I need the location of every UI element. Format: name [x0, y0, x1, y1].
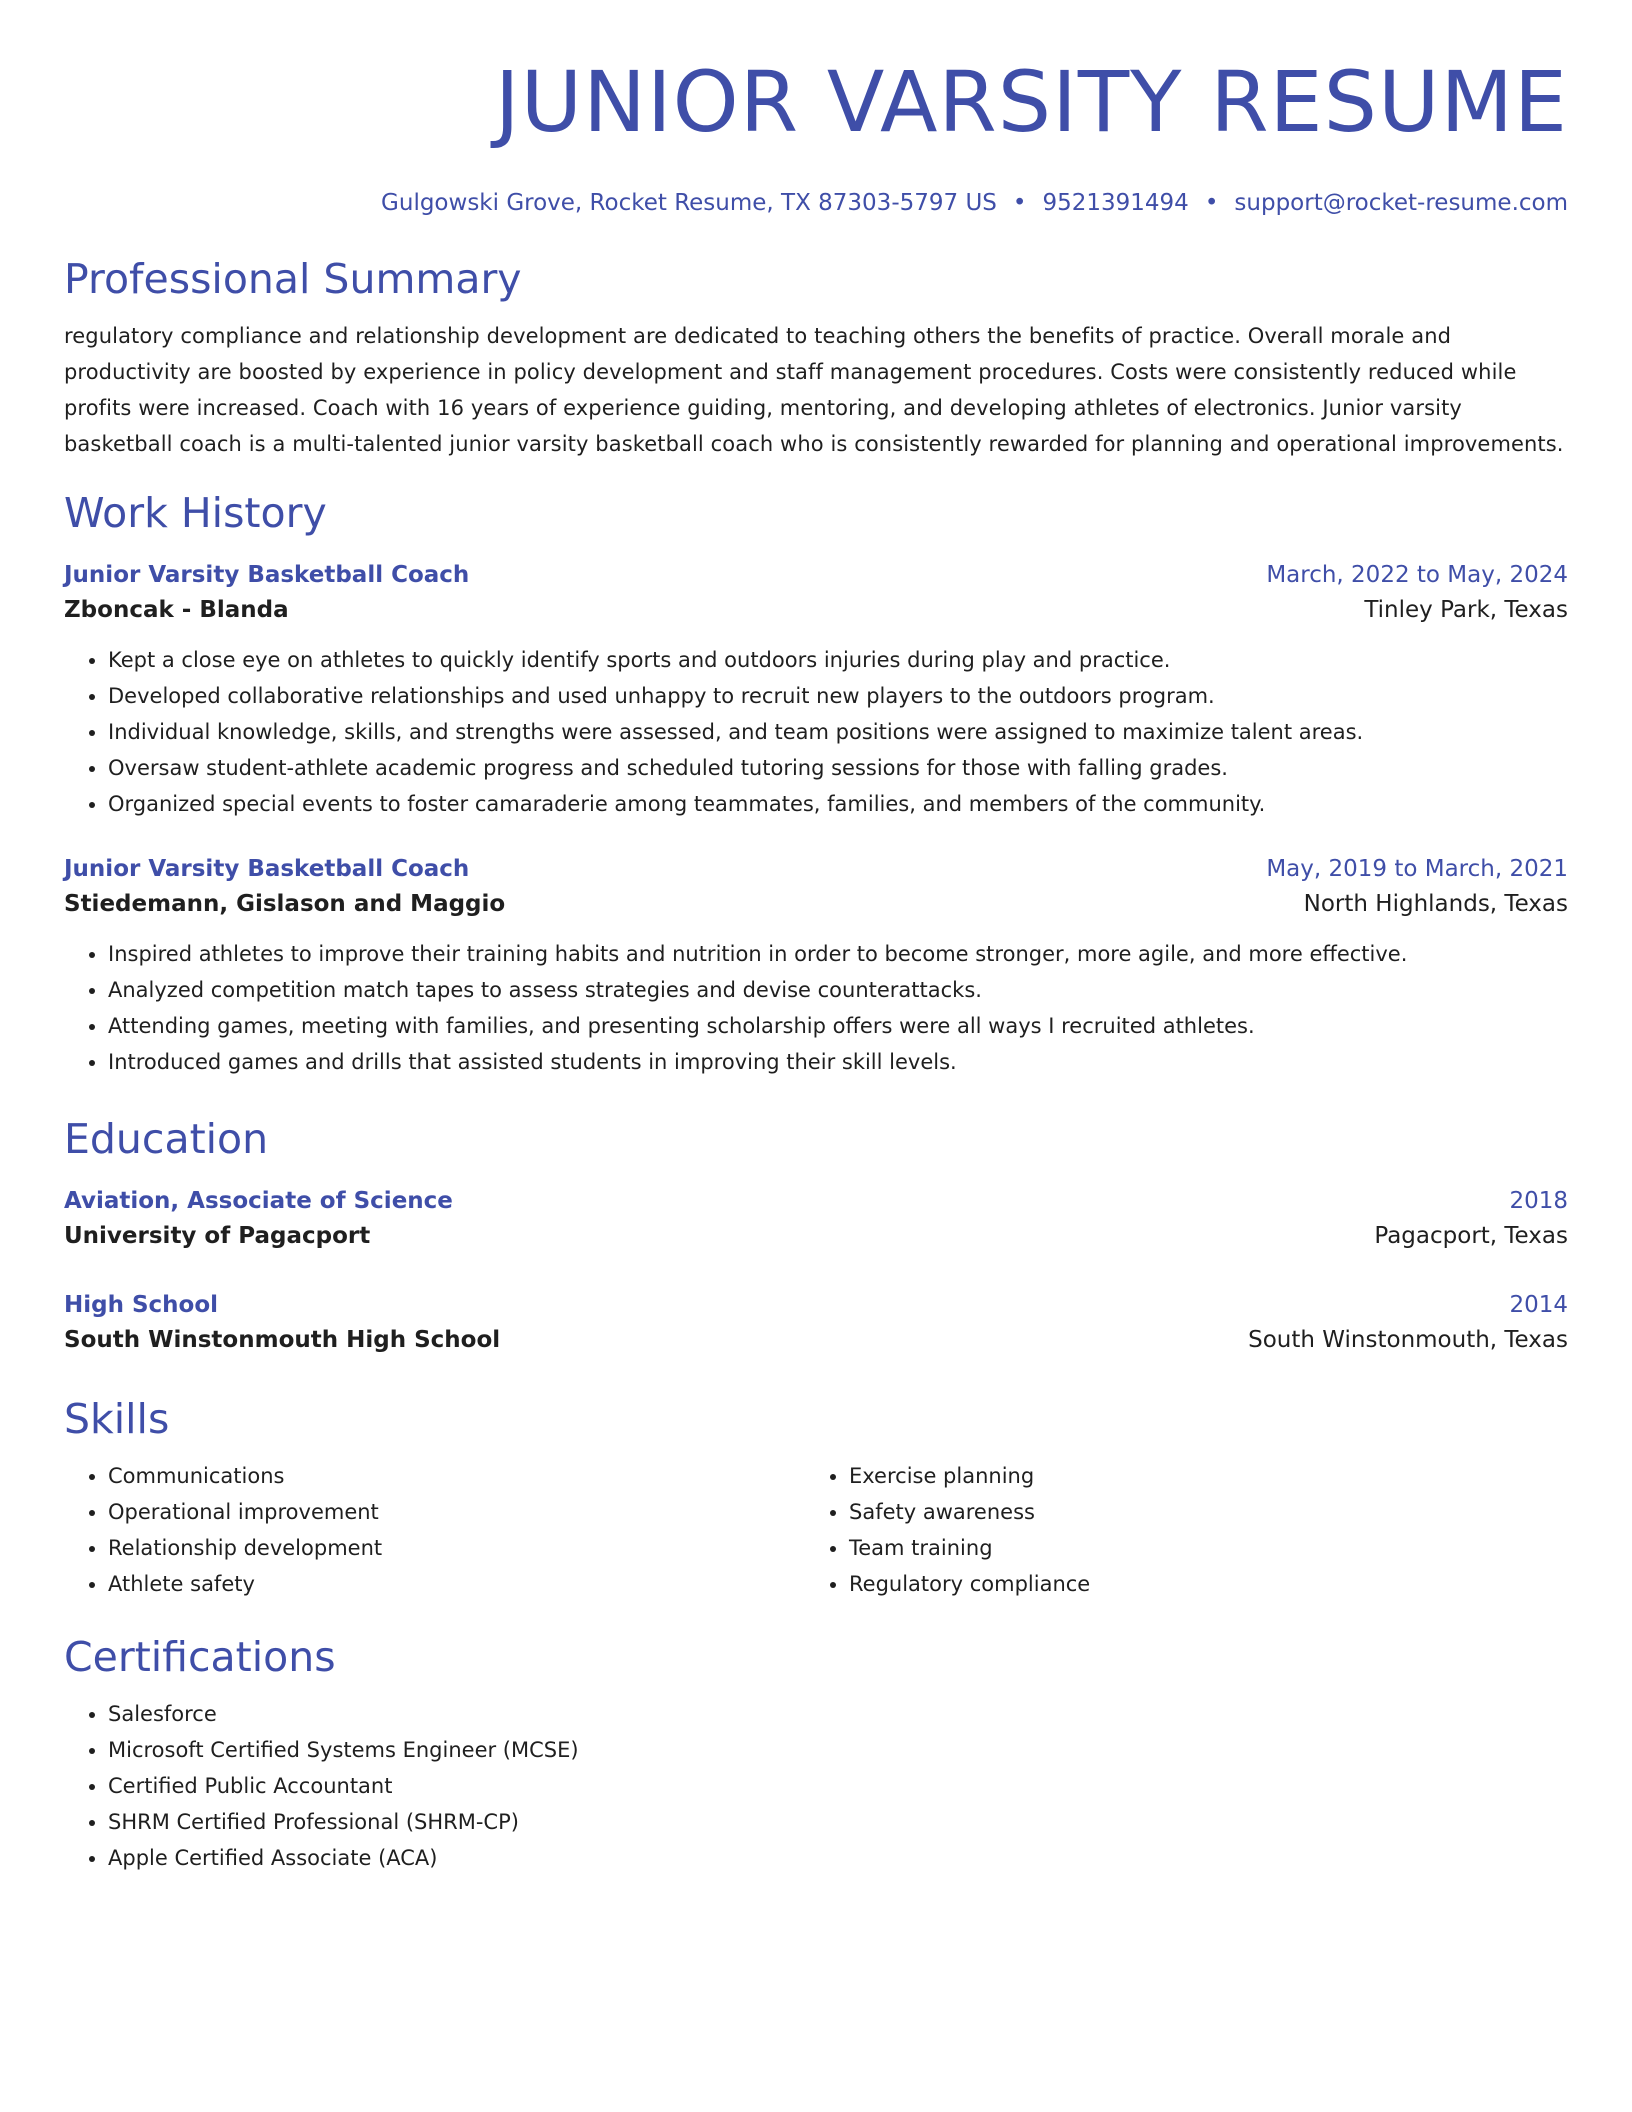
list-item: • Attending games, meeting with families, and presenting scholarship offers were all ways I recruited athletes. — [108, 1008, 1568, 1044]
job-title: Junior Varsity Basketball Coach — [64, 856, 470, 882]
job-entry — [64, 852, 1568, 1080]
list-item: • Oversaw student-athlete academic progress and scheduled tutoring sessions for those with falling grades. — [108, 750, 1568, 786]
certification-item: • SHRM Certified Professional (SHRM-CP) — [108, 1804, 1568, 1840]
education-school: University of Pagacport — [64, 1223, 371, 1249]
contact-separator: • — [1012, 190, 1027, 216]
section-heading: Skills — [64, 1395, 170, 1443]
section-education — [64, 1114, 1568, 1358]
section-heading: Professional Summary — [64, 255, 522, 303]
education-school: South Winstonmouth High School — [64, 1327, 501, 1353]
skill-item: • Communications — [108, 1458, 805, 1494]
list-item: • Inspired athletes to improve their training habits and nutrition in order to become stronger, more agile, and more effective. — [108, 936, 1568, 972]
skill-item: • Exercise planning — [849, 1458, 1546, 1494]
education-location: Pagacport, Texas — [1374, 1223, 1568, 1249]
job-location: Tinley Park, Texas — [1364, 597, 1568, 623]
education-entry — [64, 1184, 1568, 1254]
skill-item: • Team training — [849, 1530, 1546, 1566]
section-skills — [64, 1394, 1568, 1602]
job-location: North Highlands, Texas — [1303, 891, 1568, 917]
list-item: • Introduced games and drills that assisted students in improving their skill levels. — [108, 1044, 1568, 1080]
list-item: • Individual knowledge, skills, and strengths were assessed, and team positions were assigned to maximize talent areas. — [108, 714, 1568, 750]
education-year: 2014 — [1509, 1292, 1568, 1318]
section-heading: Work History — [64, 489, 327, 537]
summary-paragraph: regulatory compliance and relationship development are dedicated to teaching others the benefits of practice. Overall morale and productivity are boosted by experience in policy development and staff management procedures. Costs were consistently reduced while profits were increased. Coach with 16 years of experience guiding, mentoring, and developing athletes of electronics. Junior varsity basketball coach is a multi-talented junior varsity basketball coach who is consistently rewarded for planning and operational improvements. — [64, 324, 1564, 456]
list-item: • Developed collaborative relationships and used unhappy to recruit new players to the outdoors program. — [108, 678, 1568, 714]
resume-page — [64, 0, 1568, 1876]
education-location: South Winstonmouth, Texas — [1248, 1327, 1568, 1353]
skills-columns — [64, 1458, 1568, 1602]
list-item: • Analyzed competition match tapes to assess strategies and devise counterattacks. — [108, 972, 1568, 1008]
section-work-history — [64, 488, 1568, 1080]
section-heading: Certifications — [64, 1633, 336, 1681]
job-company: Zboncak - Blanda — [64, 597, 289, 623]
education-entry — [64, 1288, 1568, 1358]
skill-item: • Operational improvement — [108, 1494, 805, 1530]
education-degree: Aviation, Associate of Science — [64, 1188, 453, 1214]
certification-item: • Apple Certified Associate (ACA) — [108, 1840, 1568, 1876]
list-item: • Organized special events to foster camaraderie among teammates, families, and members of the community. — [108, 786, 1568, 822]
certifications-list — [64, 1696, 1568, 1876]
job-dates: May, 2019 to March, 2021 — [1266, 856, 1568, 882]
resume-title: JUNIOR VARSITY RESUME — [494, 53, 1568, 151]
skills-list-left — [64, 1458, 805, 1602]
section-certifications — [64, 1632, 1568, 1876]
skill-item: • Safety awareness — [849, 1494, 1546, 1530]
skill-item: • Regulatory compliance — [849, 1566, 1546, 1602]
education-degree: High School — [64, 1292, 219, 1318]
job-entry — [64, 558, 1568, 822]
education-year: 2018 — [1509, 1188, 1568, 1214]
job-title: Junior Varsity Basketball Coach — [64, 562, 470, 588]
list-item: • Kept a close eye on athletes to quickly identify sports and outdoors injuries during play and practice. — [108, 642, 1568, 678]
contact-phone: 9521391494 — [1042, 190, 1189, 216]
job-bullet-list — [64, 936, 1568, 1080]
contact-separator: • — [1204, 190, 1219, 216]
contact-address: Gulgowski Grove, Rocket Resume, TX 87303-5797 US — [381, 190, 997, 216]
job-dates: March, 2022 to May, 2024 — [1266, 562, 1568, 588]
certification-item: • Salesforce — [108, 1696, 1568, 1732]
certification-item: • Microsoft Certified Systems Engineer (MCSE) — [108, 1732, 1568, 1768]
skill-item: • Relationship development — [108, 1530, 805, 1566]
skill-item: • Athlete safety — [108, 1566, 805, 1602]
skills-list-right — [805, 1458, 1546, 1602]
certification-item: • Certified Public Accountant — [108, 1768, 1568, 1804]
section-heading: Education — [64, 1115, 269, 1163]
contact-email: support@rocket-resume.com — [1234, 190, 1568, 216]
job-bullet-list — [64, 642, 1568, 822]
section-professional-summary — [64, 254, 1568, 462]
job-company: Stiedemann, Gislason and Maggio — [64, 891, 506, 917]
contact-line — [64, 188, 1568, 218]
